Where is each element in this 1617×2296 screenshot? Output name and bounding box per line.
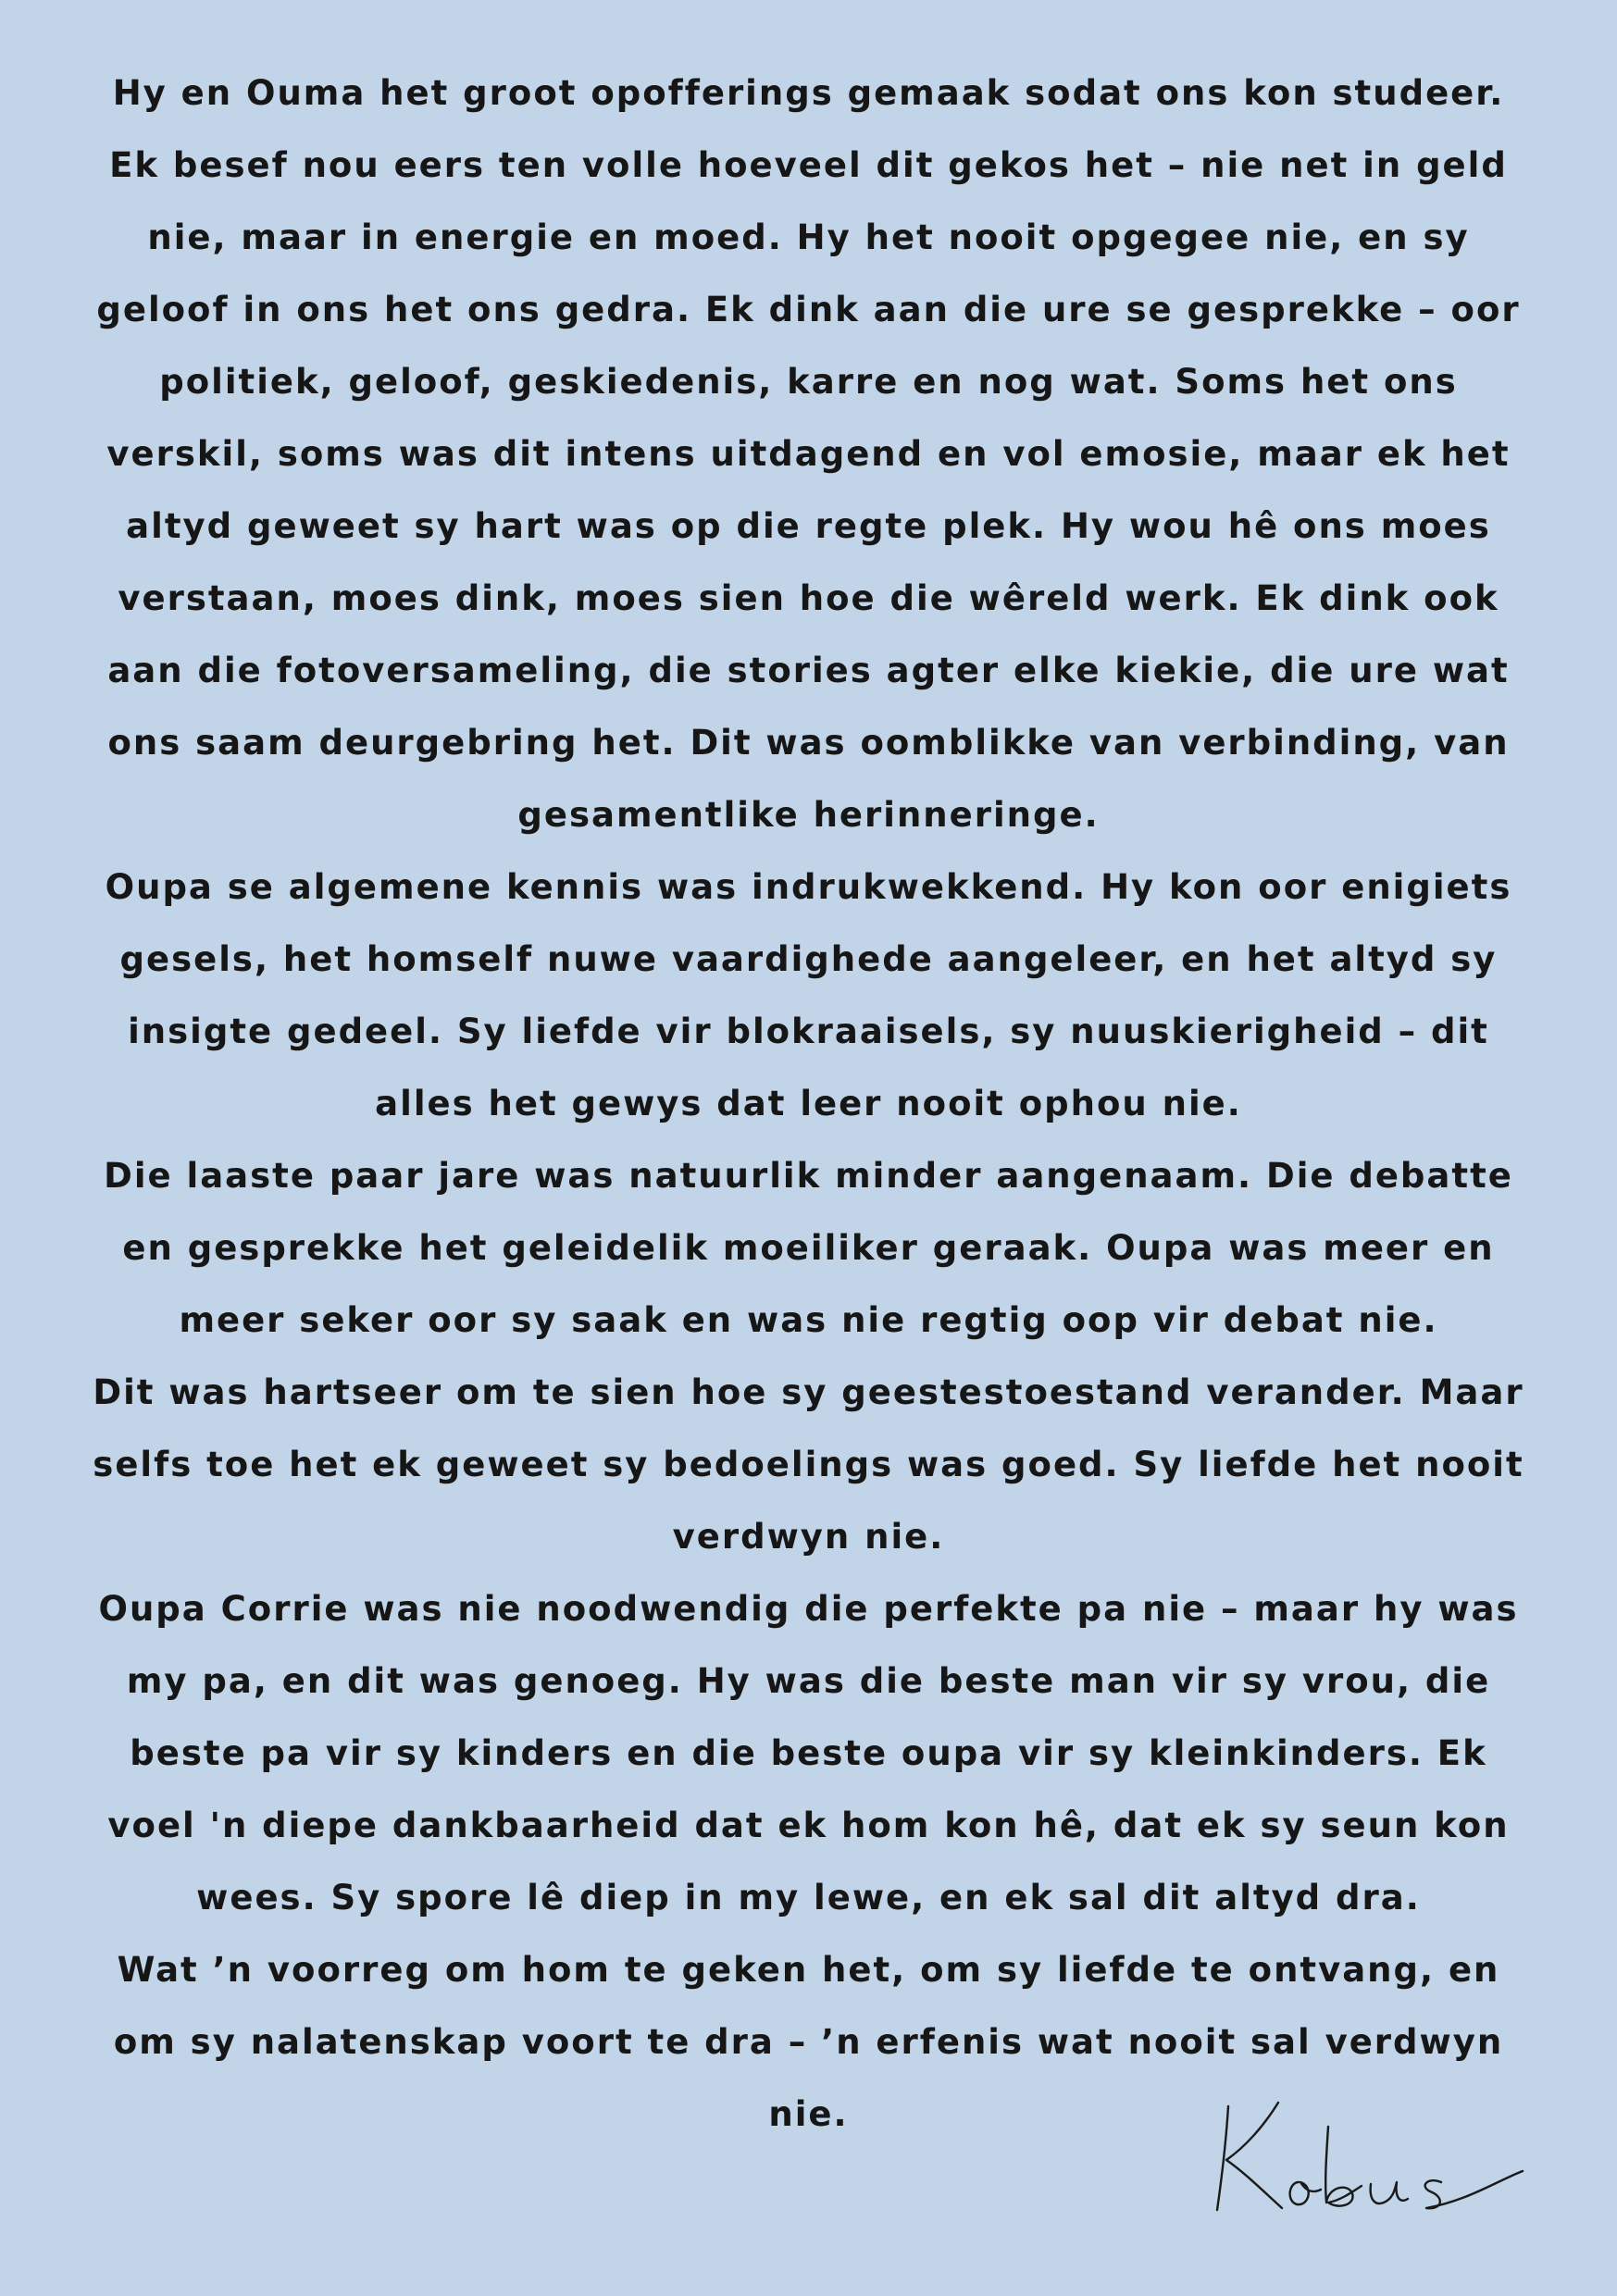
- handwritten-signature: [1189, 2090, 1541, 2228]
- paragraph-knowledge: Oupa se algemene kennis was indrukwekkend. Hy kon oor enigiets gesels, het homself nuwe vaardighede aangeleer, en het altyd sy insigte gedeel. Sy liefde vir blokraaisels, sy nuuskierigheid – dit alles het gewys dat leer nooit ophou nie.: [105, 867, 1512, 1123]
- signature-icon: [1189, 2090, 1541, 2228]
- paragraph-mind-change: Dit was hartseer om te sien hoe sy geestestoestand verander. Maar selfs toe het ek geweet sy bedoelings was goed. Sy liefde het nooit verdwyn nie.: [93, 1372, 1524, 1557]
- paragraph-father: Oupa Corrie was nie noodwendig die perfekte pa nie – maar hy was my pa, en dit was genoeg. Hy was die beste man vir sy vrou, die beste pa vir sy kinders en die beste oupa vir sy kleinkinders. Ek voel 'n diepe dankbaarheid dat ek hom kon hê, dat ek sy seun kon wees. Sy spore lê diep in my lewe, en ek sal dit altyd dra.: [98, 1589, 1519, 1917]
- paragraph-last-years: Die laaste paar jare was natuurlik minder aangenaam. Die debatte en gesprekke het geleidelik moeiliker geraak. Oupa was meer en meer seker oor sy saak en was nie regtig oop vir debat nie.: [104, 1156, 1513, 1340]
- paragraph-studies: Hy en Ouma het groot opofferings gemaak sodat ons kon studeer. Ek besef nou eers ten volle hoeveel dit gekos het – nie net in geld nie, maar in energie en moed. Hy het nooit opgegee nie, en sy geloof in ons het ons gedra. Ek dink aan die ure se gesprekke – oor politiek, geloof, geskiedenis, karre en nog wat. Soms het ons verskil, soms was dit intens uitdagend en vol emosie, maar ek het altyd geweet sy hart was op die regte plek. Hy wou hê ons moes verstaan, moes dink, moes sien hoe die wêreld werk. Ek dink ook aan die fotoversameling, die stories agter elke kiekie, die ure wat ons saam deurgebring het. Dit was oomblikke van verbinding, van gesamentlike herinneringe.: [96, 73, 1521, 835]
- letter-body: [93, 57, 1524, 2151]
- paragraph-legacy: Wat ’n voorreg om hom te geken het, om sy liefde te ontvang, en om sy nalatenskap voort te dra – ’n erfenis wat nooit sal verdwyn nie.: [113, 1950, 1504, 2134]
